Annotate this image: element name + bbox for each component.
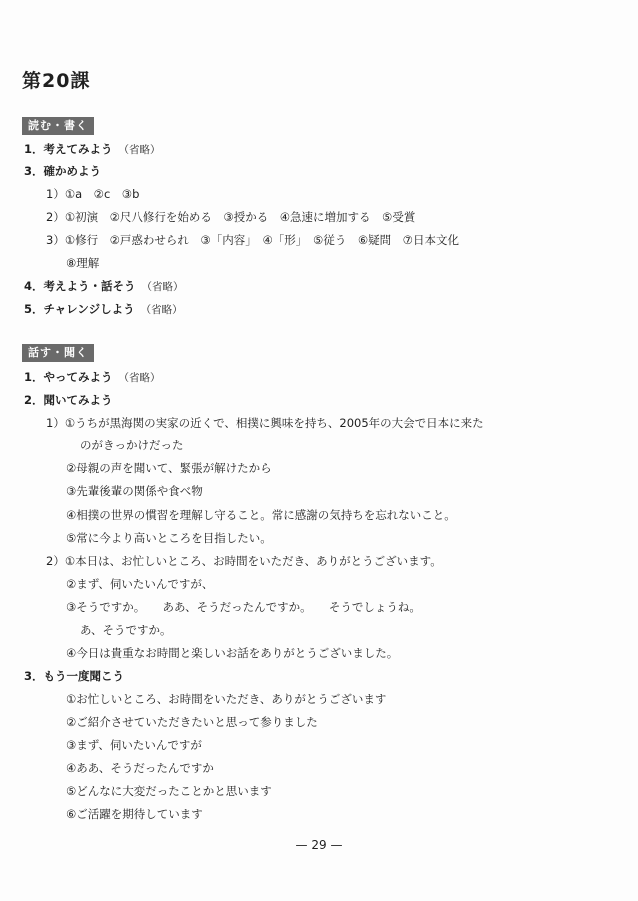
lesson-title: 第20課 bbox=[22, 70, 91, 92]
page-number: — 29 — bbox=[295, 838, 343, 852]
section-badge-reading: 読む・書く bbox=[22, 117, 94, 135]
answer-line: ⑥ご活躍を期待しています bbox=[66, 807, 203, 821]
answer-line: ⑤どんなに大変だったことかと思います bbox=[66, 784, 272, 798]
answer-line: 1）①うちが黒海関の実家の近くで、相撲に興味を持ち、2005年の大会で日本に来た bbox=[46, 416, 484, 430]
answer-line: ②まず、伺いたいんですが、 bbox=[66, 577, 214, 591]
item-confirm: 3．確かめよう bbox=[24, 164, 102, 178]
answer-line: 3）①修行 ②戸惑わせられ ③「内容」 ④「形」 ⑤従う ⑥疑問 ⑦日本文化 bbox=[46, 233, 459, 247]
answer-line: ④相撲の世界の慣習を理解し守ること。常に感謝の気持ちを忘れないこと。 bbox=[66, 508, 456, 522]
answer-line: のがきっかけだった bbox=[80, 438, 184, 452]
item-listen: 2．聞いてみよう bbox=[24, 393, 113, 407]
answer-line: 2）①本日は、お忙しいところ、お時間をいただき、ありがとうございます。 bbox=[46, 554, 442, 568]
answer-line: 2）①初演 ②尺八修行を始める ③授かる ④急速に増加する ⑤受賞 bbox=[46, 210, 416, 224]
answer-line: ④ああ、そうだったんですか bbox=[66, 761, 214, 775]
answer-line: ⑧理解 bbox=[66, 256, 100, 270]
answer-line: ③まず、伺いたいんですが bbox=[66, 738, 202, 752]
answer-line: ④今日は貴重なお時間と楽しいお話をありがとうございました。 bbox=[66, 646, 399, 660]
item-consider: 1．考えてみよう （省略） bbox=[24, 142, 161, 156]
item-think-talk: 4．考えよう・話そう （省略） bbox=[24, 279, 184, 293]
answer-line: ③先輩後輩の関係や食べ物 bbox=[66, 484, 203, 498]
section-badge-speaking: 話す・聞く bbox=[22, 344, 94, 362]
answer-line: ②ご紹介させていただきたいと思って参りました bbox=[66, 715, 318, 729]
item-try: 1．やってみよう （省略） bbox=[24, 370, 161, 384]
answer-line: ①お忙しいところ、お時間をいただき、ありがとうございます bbox=[66, 692, 387, 706]
item-challenge: 5．チャレンジしよう （省略） bbox=[24, 302, 183, 316]
answer-line: あ、そうですか。 bbox=[80, 623, 172, 637]
item-listen-again: 3．もう一度聞こう bbox=[24, 669, 125, 683]
answer-line: ③そうですか。 ああ、そうだったんですか。 そうでしょうね。 bbox=[66, 600, 421, 614]
answer-line: 1）①a ②c ③b bbox=[46, 187, 140, 201]
answer-line: ②母親の声を聞いて、緊張が解けたから bbox=[66, 461, 272, 475]
answer-line: ⑤常に今より高いところを目指したい。 bbox=[66, 531, 272, 545]
